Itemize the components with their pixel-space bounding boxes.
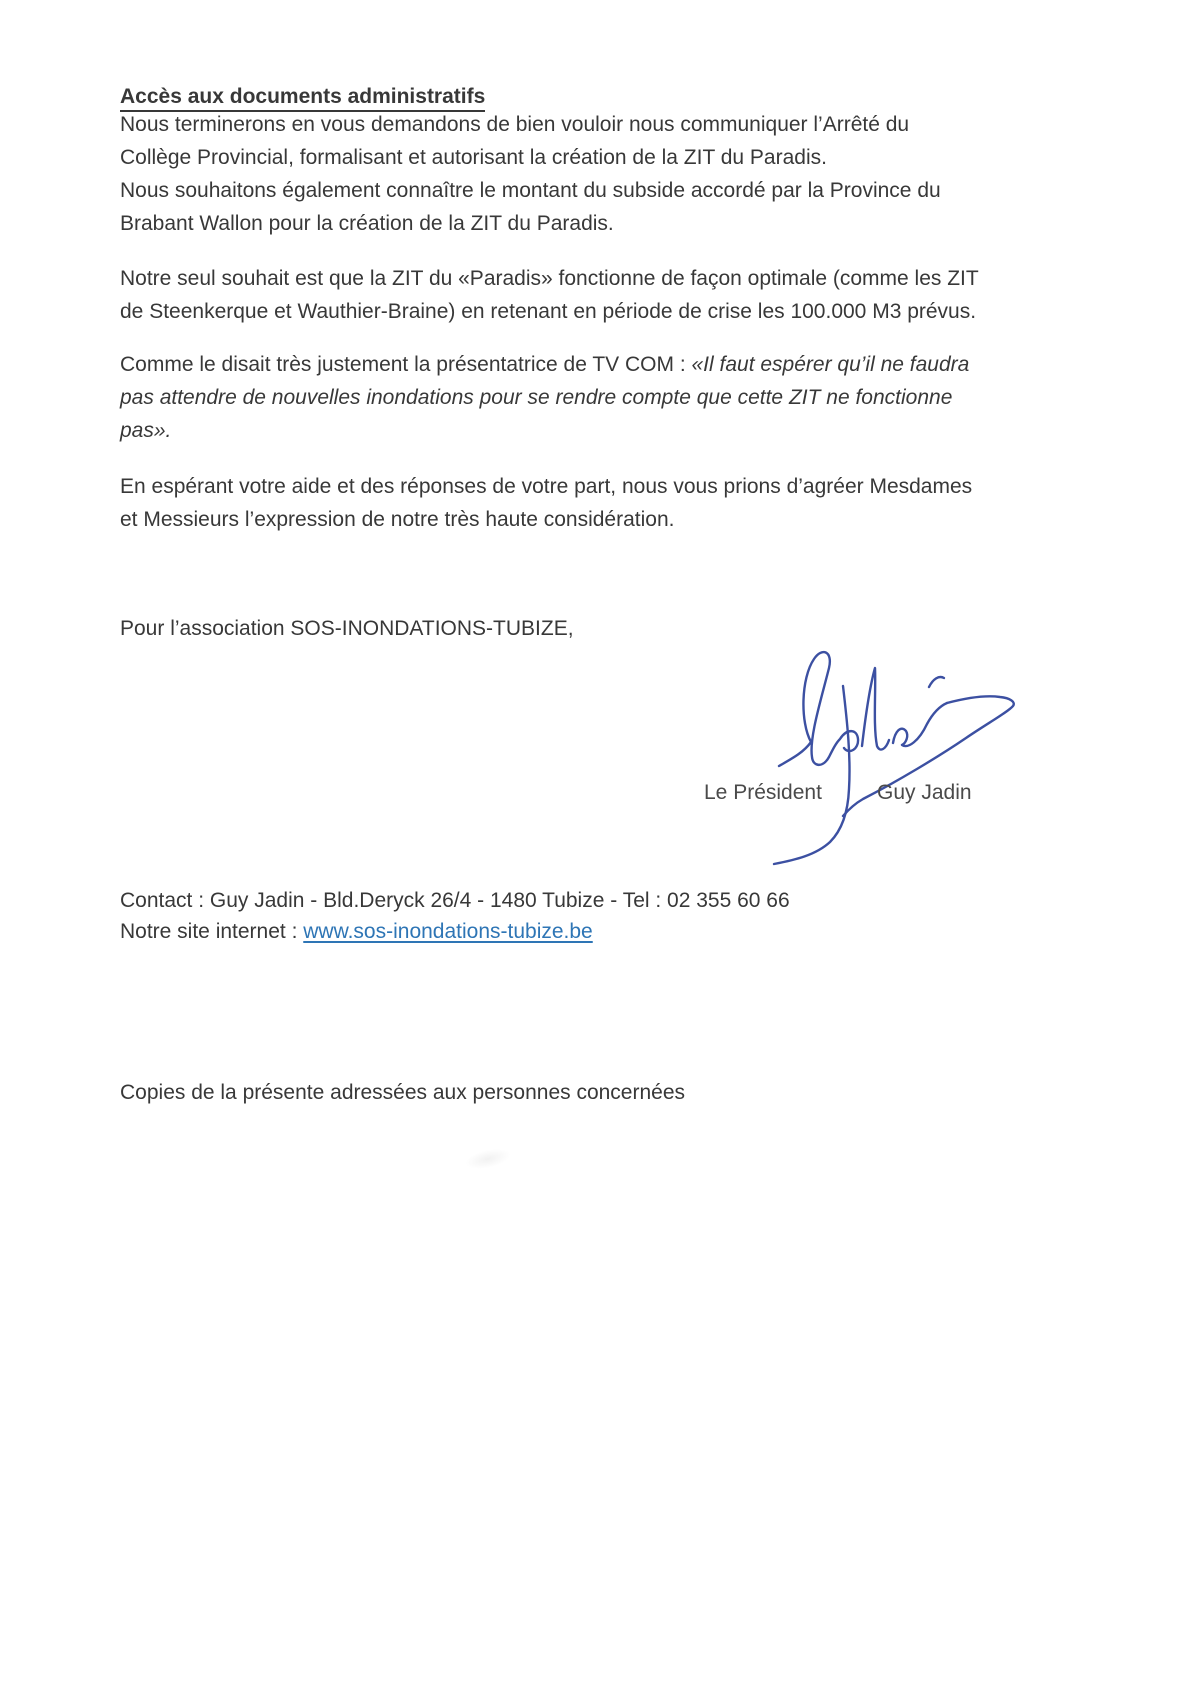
association-line: Pour l’association SOS-INONDATIONS-TUBIZE,	[120, 617, 574, 640]
paragraph-access-line: Nous souhaitons également connaître le montant du subside accordé par la Province du	[120, 179, 941, 202]
paragraph-closing	[120, 470, 972, 536]
paragraph-wish-line: Notre seul souhait est que la ZIT du «Paradis» fonctionne de façon optimale (comme les ZIT	[120, 267, 979, 290]
quote-lead: Comme le disait très justement la présentatrice de TV COM :	[120, 353, 692, 376]
signature-name: Guy Jadin	[877, 781, 972, 804]
scan-smudge	[464, 1145, 513, 1172]
quote-italic-part-2: pas attendre de nouvelles inondations pour se rendre compte que cette ZIT ne fonctionne	[120, 386, 953, 409]
quote-italic-part-1: «Il faut espérer qu’il ne faudra	[691, 353, 970, 376]
website-link[interactable]: www.sos-inondations-tubize.be	[303, 920, 593, 943]
paragraph-wish-line: de Steenkerque et Wauthier-Braine) en retenant en période de crise les 100.000 M3 prévus.	[120, 300, 977, 323]
paragraph-wish	[120, 262, 979, 328]
paragraph-closing-line: En espérant votre aide et des réponses de votre part, nous vous prions d’agréer Mesdames	[120, 475, 973, 498]
paragraph-access-line: Nous terminerons en vous demandons de bien vouloir nous communiquer l’Arrêté du	[120, 113, 910, 136]
paragraph-access	[120, 108, 941, 240]
website-label: Notre site internet :	[120, 920, 304, 943]
contact-line: Contact : Guy Jadin - Bld.Deryck 26/4 - 1480 Tubize - Tel : 02 355 60 66	[120, 889, 790, 912]
quote-italic-part-3: pas».	[120, 419, 172, 442]
quote-line-1	[120, 348, 969, 381]
paragraph-access-line: Collège Provincial, formalisant et autorisant la création de la ZIT du Paradis.	[120, 146, 827, 169]
copies-line: Copies de la présente adressées aux personnes concernées	[120, 1081, 686, 1104]
paragraph-closing-line: et Messieurs l’expression de notre très haute considération.	[120, 508, 675, 531]
section-heading: Accès aux documents administratifs	[120, 83, 485, 112]
website-line	[120, 915, 593, 948]
paragraph-quote	[120, 348, 969, 447]
paragraph-access-line: Brabant Wallon pour la création de la ZIT du Paradis.	[120, 212, 614, 235]
signature-role-label: Le Président	[704, 781, 822, 804]
handwritten-signature	[755, 622, 1035, 877]
